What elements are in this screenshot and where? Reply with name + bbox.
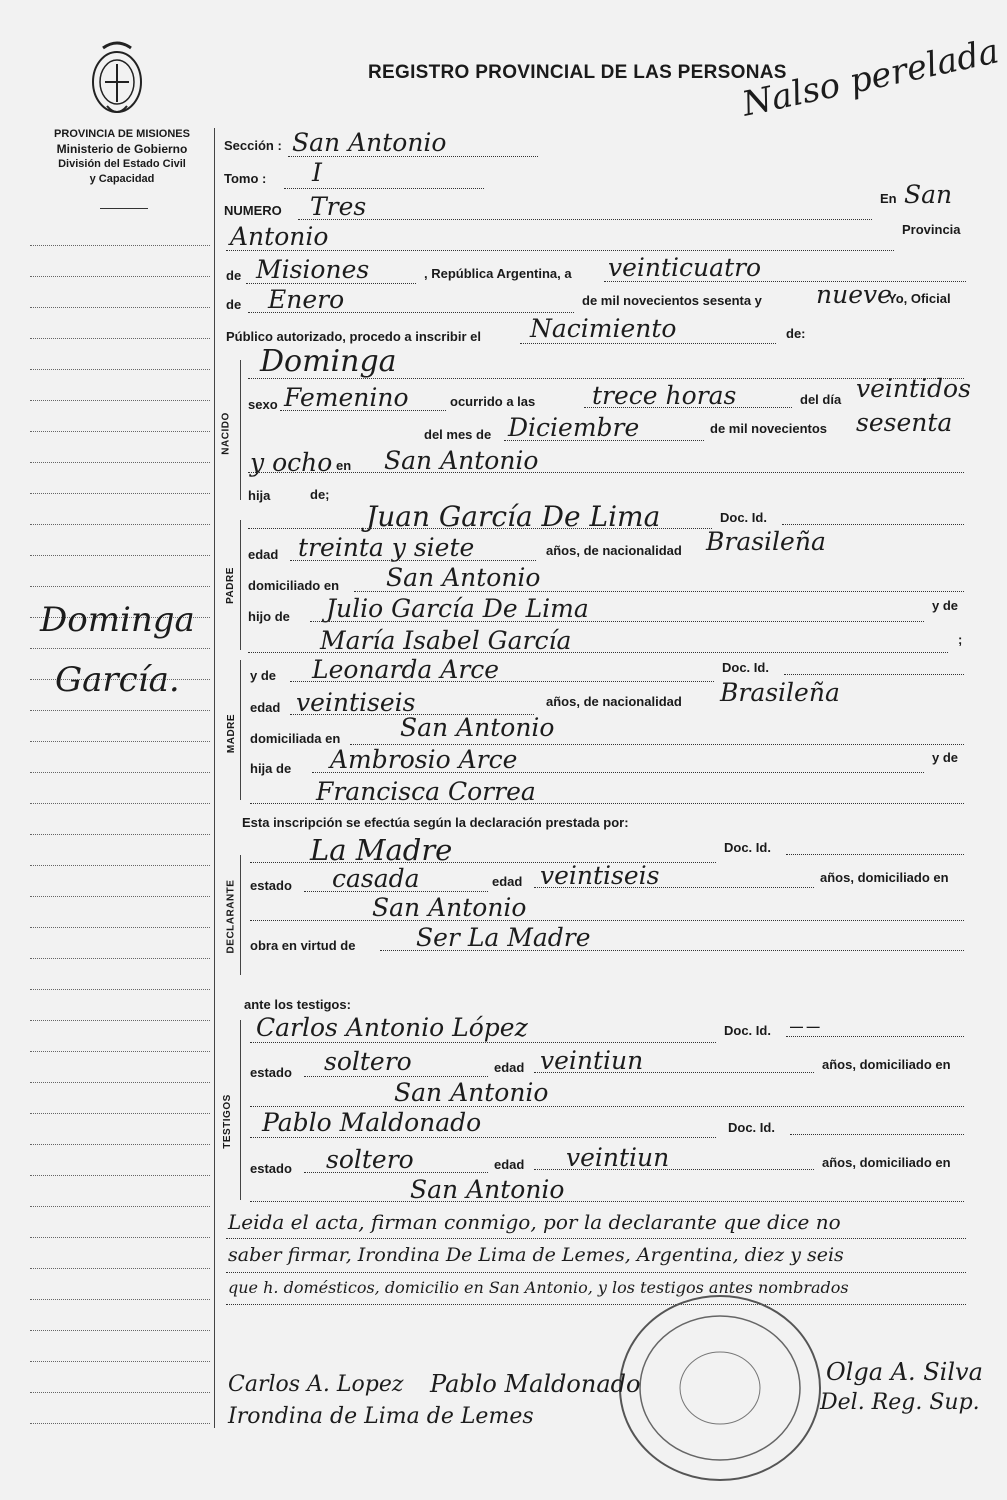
dotted-line (250, 1201, 964, 1202)
madre-nombre: Leonarda Arce (312, 655, 500, 684)
madre-frame (240, 660, 241, 800)
edad-value: veintiseis (540, 861, 660, 890)
declarante-nombre: La Madre (310, 833, 453, 867)
domicilio-value: San Antonio (394, 1078, 549, 1107)
margin-dotted-line (30, 772, 210, 773)
signature-witness-2: Pablo Maldonado (430, 1370, 641, 1398)
margin-dotted-line (30, 1361, 210, 1362)
official-stamp-icon (610, 1288, 830, 1488)
ministry-label: Ministerio de Gobierno (56, 142, 188, 156)
dotted-line (782, 524, 964, 525)
dotted-line (226, 250, 894, 251)
domicilio-value: San Antonio (410, 1175, 565, 1204)
doc-label: Doc. Id. (722, 660, 769, 675)
nacionalidad-value: Brasileña (720, 678, 840, 707)
dotted-line (604, 281, 966, 282)
nacido-frame (240, 360, 241, 500)
provincia-label: Provincia (902, 222, 961, 237)
margin-dotted-line (30, 1268, 210, 1269)
doc-label: Doc. Id. (720, 510, 767, 525)
margin-dotted-line (30, 1330, 210, 1331)
obra-value: Ser La Madre (416, 923, 591, 952)
dotted-line (298, 219, 872, 220)
margin-dotted-line (30, 431, 210, 432)
testigo2-nombre: Pablo Maldonado (262, 1108, 482, 1137)
dotted-line (288, 156, 538, 157)
nacionalidad-value: Brasileña (706, 527, 826, 556)
y-de: y de (932, 750, 959, 765)
domicilio-value: San Antonio (372, 893, 527, 922)
dotted-line (304, 1172, 488, 1173)
en-label: En (880, 191, 897, 206)
division-label: División del Estado Civil (58, 158, 186, 170)
estado-label: estado (250, 1161, 292, 1176)
margin-dotted-line (30, 369, 210, 370)
dotted-line (310, 621, 924, 622)
mes-value: Enero (268, 285, 345, 314)
edad-value: veintiun (566, 1143, 670, 1172)
section-label-nacido: NACIDO (220, 412, 232, 455)
divider (100, 208, 148, 209)
acto-value: Nacimiento (530, 314, 677, 343)
edad-value: treinta y siete (298, 533, 475, 562)
margin-dotted-line (30, 1175, 210, 1176)
official-title: Del. Reg. Sup. (820, 1390, 980, 1415)
dotted-line (534, 1072, 814, 1073)
page-title: REGISTRO PROVINCIAL DE LAS PERSONAS (368, 62, 787, 83)
edad-label: edad (494, 1157, 525, 1172)
de-label: de: (786, 326, 806, 341)
estado-label: estado (250, 1065, 292, 1080)
estado-value: soltero (324, 1047, 412, 1076)
nacido-nombre: Dominga (260, 344, 397, 379)
margin-dotted-line (30, 524, 210, 525)
estado-label: estado (250, 878, 292, 893)
margin-dotted-line (30, 493, 210, 494)
hijo-label: hijo de (248, 609, 290, 624)
publico-text: Público autorizado, procedo a inscribir el (226, 329, 481, 344)
republica-text: , República Argentina, a (424, 266, 572, 281)
mil-text: de mil novecientos (710, 421, 828, 436)
dotted-line (280, 410, 446, 411)
anos-text: años, de nacionalidad (546, 543, 682, 558)
domicilio-label: domiciliado en (248, 578, 340, 593)
margin-dotted-line (30, 276, 210, 277)
doc-label: Doc. Id. (724, 840, 771, 855)
margin-dotted-line (30, 648, 210, 649)
dotted-line (226, 1272, 966, 1273)
margin-dotted-line (30, 1020, 210, 1021)
margin-dotted-line (30, 989, 210, 990)
margin-name: Dominga (40, 600, 195, 640)
coat-of-arms-icon (85, 38, 149, 120)
anio-value: sesenta (856, 408, 953, 437)
de-text: de; (310, 487, 330, 502)
dotted-line (290, 681, 714, 682)
obra-label: obra en virtud de (250, 938, 356, 953)
margin-dotted-line (30, 1113, 210, 1114)
margin-dotted-line (30, 710, 210, 711)
lugar-value: San Antonio (384, 446, 539, 475)
margin-dotted-line (30, 1082, 210, 1083)
margin-surname: García. (55, 660, 180, 700)
en-value: San (904, 180, 953, 209)
dotted-line (504, 440, 704, 441)
dotted-line (250, 1042, 716, 1043)
closing-line-2: saber firmar, Irondina De Lima de Lemes, Argentina, diez y seis (228, 1244, 844, 1266)
header-left-block (22, 127, 222, 187)
hija-text: hija (248, 488, 271, 503)
signature-declarant-1: Carlos A. Lopez (228, 1372, 404, 1397)
domicilio-value: San Antonio (400, 713, 555, 742)
dotted-line (248, 312, 574, 313)
provincia-value: Misiones (256, 255, 370, 284)
dotted-line (250, 1137, 716, 1138)
closing-line-1: Leida el acta, firman conmigo, por la declarante que dice no (228, 1210, 841, 1234)
y-de: y de (932, 598, 959, 613)
margin-dotted-line (30, 896, 210, 897)
abuela-value: María Isabel García (320, 626, 572, 655)
margin-dotted-line (30, 1237, 210, 1238)
margin-dotted-line (30, 927, 210, 928)
margin-dotted-line (30, 1144, 210, 1145)
signature-official: Olga A. Silva (826, 1358, 983, 1386)
margin-dotted-line (30, 958, 210, 959)
doc-label: Doc. Id. (728, 1120, 775, 1135)
en-text: en (336, 458, 352, 473)
numero-value: Tres (310, 192, 367, 221)
dotted-line (250, 920, 964, 921)
padre-nombre: Juan García De Lima (366, 500, 661, 533)
numero-label: NUMERO (224, 203, 282, 218)
province-label: PROVINCIA DE MISIONES (54, 128, 190, 140)
dotted-line (290, 560, 536, 561)
dotted-line (250, 803, 964, 804)
sexo-value: Femenino (284, 383, 409, 412)
edad-label: edad (494, 1060, 525, 1075)
margin-dotted-line (30, 803, 210, 804)
dotted-line (786, 1036, 964, 1037)
dotted-line (250, 1106, 964, 1107)
edad-label: edad (492, 874, 523, 889)
place-continued: Antonio (230, 222, 329, 251)
testigos-frame (240, 1020, 241, 1200)
margin-dotted-line (30, 400, 210, 401)
section-label-testigos: TESTIGOS (221, 1094, 233, 1149)
dia-value: veinticuatro (608, 253, 762, 282)
dotted-line (534, 887, 814, 888)
anio-text: de mil novecientos sesenta y (582, 293, 762, 308)
mes-value: Diciembre (508, 413, 640, 442)
dotted-line (226, 1304, 966, 1305)
margin-dotted-line (30, 307, 210, 308)
doc-value: — — (790, 1019, 820, 1034)
de-label: de (226, 297, 242, 312)
capacity-label: y Capacidad (89, 173, 155, 185)
oficial-text: Yo, Oficial (888, 291, 951, 306)
signature-declarant: Irondina de Lima de Lemes (228, 1404, 534, 1429)
dotted-line (354, 591, 964, 592)
section-label-padre: PADRE (224, 567, 236, 604)
tomo-value: I (312, 158, 322, 187)
left-frame-line (214, 128, 215, 1428)
dotted-line (520, 343, 776, 344)
dotted-line (248, 652, 948, 653)
margin-dotted-line (30, 586, 210, 587)
margin-dotted-line (30, 1051, 210, 1052)
anio-value: nueve (816, 280, 892, 309)
dia-text: del día (800, 392, 842, 407)
top-signature: Nalso perelada (738, 31, 1003, 125)
dotted-line (534, 1169, 814, 1170)
dotted-line (312, 772, 924, 773)
dotted-line (246, 283, 416, 284)
margin-dotted-line (30, 338, 210, 339)
ocurrido-text: ocurrido a las (450, 394, 536, 409)
edad-label: edad (250, 700, 281, 715)
dotted-line (304, 1076, 488, 1077)
margin-dotted-line (30, 1206, 210, 1207)
margin-dotted-line (30, 1392, 210, 1393)
hija-label: hija de (250, 761, 292, 776)
testigos-intro: ante los testigos: (244, 997, 351, 1012)
dotted-line (226, 1238, 966, 1239)
dotted-line (790, 1134, 964, 1135)
mes-text: del mes de (424, 427, 492, 442)
anos-text: años, de nacionalidad (546, 694, 682, 709)
dotted-line (284, 188, 484, 189)
padre-frame (240, 520, 241, 650)
edad-value: veintiun (540, 1046, 644, 1075)
domicilio-value: San Antonio (386, 563, 541, 592)
semicolon: ; (958, 632, 963, 647)
tomo-label: Tomo : (224, 171, 267, 186)
seccion-value: San Antonio (292, 128, 447, 157)
margin-dotted-line (30, 245, 210, 246)
edad-value: veintiseis (296, 688, 416, 717)
y-de-label: y de (250, 668, 277, 683)
anio-cont: y ocho (250, 448, 333, 477)
de-label: de (226, 268, 242, 283)
anos-text: años, domiciliado en (822, 1155, 951, 1170)
margin-dotted-line (30, 834, 210, 835)
dotted-line (786, 854, 964, 855)
dia-value: veintidos (856, 374, 971, 403)
margin-dotted-line (30, 741, 210, 742)
margin-dotted-line (30, 1299, 210, 1300)
section-label-madre: MADRE (226, 713, 238, 754)
dotted-line (584, 407, 792, 408)
anos-text: años, domiciliado en (820, 870, 949, 885)
margin-dotted-line (30, 555, 210, 556)
dotted-line (380, 950, 964, 951)
edad-label: edad (248, 547, 279, 562)
doc-label: Doc. Id. (724, 1023, 771, 1038)
margin-dotted-line (30, 865, 210, 866)
declarante-frame (240, 855, 241, 975)
hora-value: trece horas (592, 381, 737, 410)
seccion-label: Sección : (224, 138, 282, 153)
dotted-line (304, 891, 488, 892)
dotted-line (248, 528, 712, 529)
testigo1-nombre: Carlos Antonio López (256, 1013, 528, 1042)
abuela-value: Francisca Correa (316, 777, 536, 806)
declarante-intro: Esta inscripción se efectúa según la declaración prestada por: (242, 815, 629, 830)
margin-dotted-line (30, 462, 210, 463)
abuelo-value: Ambrosio Arce (330, 745, 518, 774)
margin-dotted-line (30, 1423, 210, 1424)
domicilio-label: domiciliada en (250, 731, 341, 746)
abuelo-value: Julio García De Lima (326, 594, 589, 623)
sexo-label: sexo (248, 397, 278, 412)
estado-value: casada (332, 864, 420, 893)
anos-text: años, domiciliado en (822, 1057, 951, 1072)
closing-line-3: que h. domésticos, domicilio en San Antonio, y los testigos antes nombrados (228, 1278, 849, 1297)
estado-value: soltero (326, 1145, 414, 1174)
section-label-declarante: DECLARANTE (225, 879, 237, 954)
dotted-line (248, 472, 964, 473)
dotted-line (784, 674, 964, 675)
